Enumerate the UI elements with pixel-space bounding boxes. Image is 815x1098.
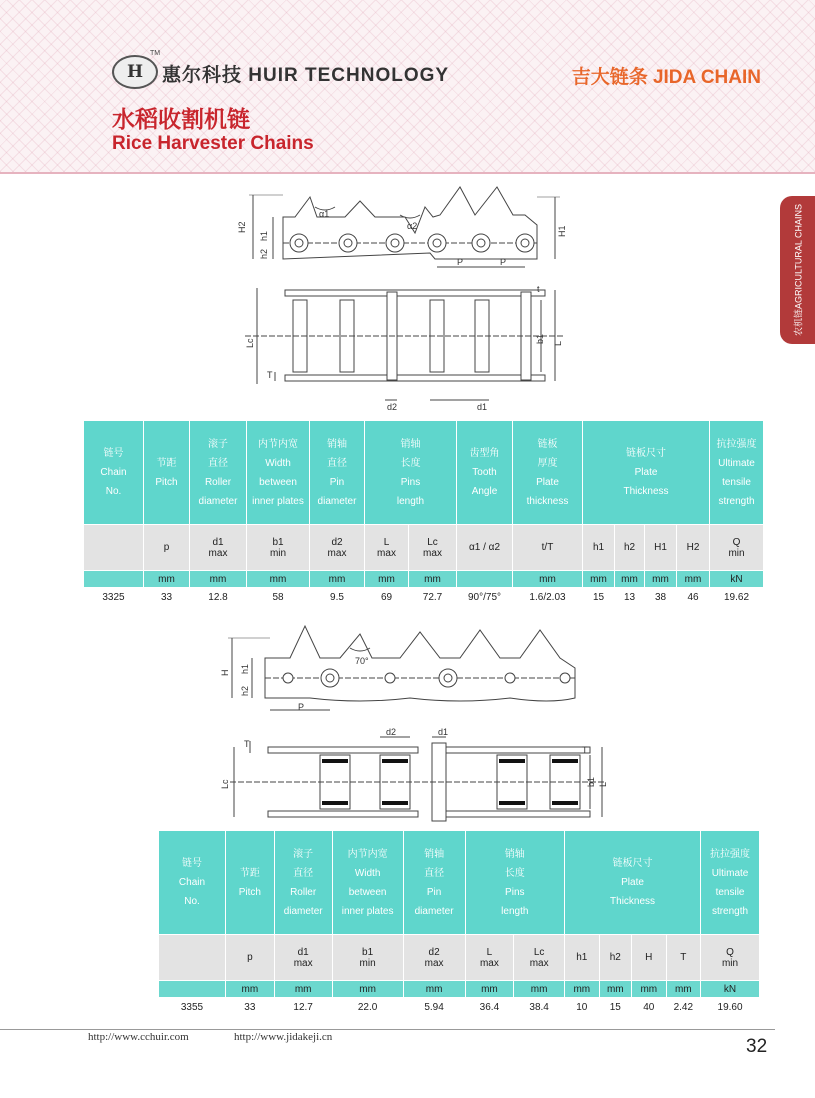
dim-P2: P bbox=[500, 257, 507, 267]
table-cell: h2 bbox=[615, 525, 645, 571]
cell-text: No. bbox=[184, 896, 200, 907]
table-row bbox=[84, 588, 764, 607]
url-jidakeji[interactable]: http://www.jidakeji.cn bbox=[234, 1031, 333, 1043]
cell-text: 销轴 bbox=[327, 438, 347, 450]
cell-text: max bbox=[377, 547, 396, 559]
cell-text: L bbox=[486, 946, 493, 958]
cell-text: L bbox=[383, 536, 390, 548]
cell-text: No. bbox=[105, 486, 122, 497]
col-chain-no bbox=[159, 831, 226, 935]
cell-text: 链号 bbox=[182, 858, 202, 869]
table-cell: mm bbox=[274, 981, 332, 998]
table-cell: mm bbox=[514, 981, 565, 998]
table-cell: mm bbox=[565, 981, 600, 998]
table-cell: 38.4 bbox=[514, 998, 565, 1017]
cell-text: b1 bbox=[272, 536, 284, 548]
cell-text: Tooth bbox=[472, 467, 497, 478]
cell-text: min bbox=[728, 547, 745, 559]
chain-plan-view-1 bbox=[235, 280, 575, 415]
cell-text: d2 bbox=[331, 536, 343, 548]
table-cell bbox=[365, 525, 409, 571]
cell-text: 节距 bbox=[239, 867, 260, 879]
table-cell: 5.94 bbox=[403, 998, 465, 1017]
table-cell: 13 bbox=[615, 588, 645, 607]
table-cell: p bbox=[226, 935, 275, 981]
table-cell bbox=[159, 935, 226, 981]
url-cchuir[interactable]: http://www.cchuir.com bbox=[88, 1031, 189, 1043]
page-title-cn: 水稻收割机链 bbox=[112, 106, 250, 132]
symbol-row bbox=[159, 935, 760, 981]
cell-text: Roller bbox=[204, 476, 232, 488]
dim-Lc: Lc bbox=[245, 338, 255, 348]
dim-h2: h2 bbox=[259, 248, 269, 259]
table-cell bbox=[457, 571, 513, 588]
cell-text: strength bbox=[718, 495, 755, 507]
col-pitch bbox=[144, 421, 190, 525]
cell-text: Thickness bbox=[610, 896, 656, 907]
table-cell: t/T bbox=[513, 525, 583, 571]
cell-text: between bbox=[348, 886, 387, 898]
cell-text: Angle bbox=[471, 486, 498, 497]
table-cell: mm bbox=[465, 981, 514, 998]
dim-P1: P bbox=[457, 257, 464, 267]
cell-text: Pins bbox=[400, 476, 421, 488]
table-cell: h2 bbox=[599, 935, 631, 981]
table-cell: H1 bbox=[645, 525, 677, 571]
cell-text: length bbox=[501, 905, 529, 917]
col-pin-diameter bbox=[310, 421, 365, 525]
cell-text: Pitch bbox=[155, 476, 178, 488]
cell-text: inner plates bbox=[252, 495, 304, 507]
table-cell: mm bbox=[144, 571, 190, 588]
cell-text: max bbox=[208, 547, 228, 559]
table-cell: kN bbox=[701, 981, 760, 998]
table-cell bbox=[247, 525, 310, 571]
table-cell bbox=[190, 525, 247, 571]
cell-text: Pin bbox=[426, 886, 442, 898]
cell-text: Lc bbox=[533, 946, 545, 958]
angle-a2: α2 bbox=[407, 221, 418, 231]
cell-text: 链板尺寸 bbox=[612, 858, 653, 869]
table-cell: 40 bbox=[632, 998, 667, 1017]
table-cell: mm bbox=[247, 571, 310, 588]
brand-name: 惠尔科技 HUIR TECHNOLOGY bbox=[162, 65, 450, 86]
table-cell bbox=[701, 935, 760, 981]
side-tab bbox=[780, 196, 815, 344]
table-cell: 46 bbox=[677, 588, 710, 607]
cell-text: Plate bbox=[634, 467, 658, 478]
cell-text: Roller bbox=[290, 886, 317, 898]
dim-h1-b: h1 bbox=[240, 663, 250, 674]
cell-text: diameter bbox=[198, 495, 238, 507]
angle-70: 70° bbox=[355, 656, 369, 666]
table-cell bbox=[310, 525, 365, 571]
table-cell: 12.7 bbox=[274, 998, 332, 1017]
table-cell: 69 bbox=[365, 588, 409, 607]
table-cell bbox=[274, 935, 332, 981]
dim-d1: d1 bbox=[477, 402, 488, 412]
table-cell: 58 bbox=[247, 588, 310, 607]
table-cell: 33 bbox=[226, 998, 275, 1017]
table-cell bbox=[710, 525, 764, 571]
cell-text: 内节内宽 bbox=[258, 438, 298, 450]
col-roller-diameter bbox=[274, 831, 332, 935]
table-cell bbox=[332, 935, 403, 981]
cell-text: 抗拉强度 bbox=[716, 438, 757, 450]
col-pitch bbox=[226, 831, 275, 935]
dim-h1: h1 bbox=[259, 230, 269, 241]
footer-divider bbox=[0, 1029, 775, 1030]
table-cell: 12.8 bbox=[190, 588, 247, 607]
col-inner-width bbox=[247, 421, 310, 525]
table-cell: 90°/75° bbox=[457, 588, 513, 607]
cell-text: max bbox=[424, 957, 444, 969]
cell-text: max bbox=[423, 547, 442, 559]
table-cell: p bbox=[144, 525, 190, 571]
cell-text: Chain bbox=[100, 467, 127, 478]
dim-H2: H2 bbox=[237, 221, 247, 233]
table-cell: α1 / α2 bbox=[457, 525, 513, 571]
cell-text: max bbox=[293, 957, 313, 969]
col-chain-no bbox=[84, 421, 144, 525]
table-cell bbox=[84, 525, 144, 571]
col-pin-length bbox=[365, 421, 457, 525]
huir-logo bbox=[112, 55, 158, 89]
table-cell: mm bbox=[190, 571, 247, 588]
cell-text: max bbox=[529, 957, 549, 969]
cell-text: Q bbox=[732, 536, 741, 548]
table-cell: 15 bbox=[583, 588, 615, 607]
cell-text: d1 bbox=[297, 946, 309, 958]
table-cell: h1 bbox=[565, 935, 600, 981]
col-tooth-angle bbox=[457, 421, 513, 525]
col-plate-dimensions bbox=[583, 421, 710, 525]
col-pin-length bbox=[465, 831, 564, 935]
dim-d1-b: d1 bbox=[438, 727, 449, 737]
col-tensile-strength bbox=[701, 831, 760, 935]
table-cell: mm bbox=[599, 981, 631, 998]
table-cell: mm bbox=[583, 571, 615, 588]
dim-b1: b1 bbox=[535, 333, 545, 344]
unit-row bbox=[159, 981, 760, 998]
table-cell: H2 bbox=[677, 525, 710, 571]
cell-text: Lc bbox=[427, 536, 438, 548]
cell-text: min bbox=[269, 547, 287, 559]
cell-text: between bbox=[259, 476, 297, 488]
cell-text: 厚度 bbox=[537, 457, 558, 469]
cell-text: 链板尺寸 bbox=[626, 448, 666, 459]
dim-H: H bbox=[220, 669, 230, 676]
cell-text: strength bbox=[711, 905, 749, 917]
cell-text: diameter bbox=[414, 905, 454, 917]
cell-text: Plate bbox=[621, 877, 644, 888]
cell-text: Q bbox=[726, 946, 734, 958]
table-cell bbox=[159, 981, 226, 998]
cell-text: 节距 bbox=[156, 457, 177, 469]
cell-text: Thickness bbox=[623, 486, 669, 497]
table-cell: 3325 bbox=[84, 588, 144, 607]
dim-L: L bbox=[553, 340, 563, 346]
table-cell: 36.4 bbox=[465, 998, 514, 1017]
dim-t: t bbox=[537, 284, 540, 294]
dim-t-b: T bbox=[582, 745, 588, 755]
logo-text: H bbox=[126, 62, 144, 82]
cell-text: thickness bbox=[526, 495, 569, 507]
table-cell: 22.0 bbox=[332, 998, 403, 1017]
table-cell: mm bbox=[226, 981, 275, 998]
col-inner-width bbox=[332, 831, 403, 935]
cell-text: min bbox=[721, 957, 739, 969]
cell-text: 直径 bbox=[208, 457, 228, 469]
cell-text: 销轴 bbox=[424, 848, 445, 860]
table-cell: mm bbox=[666, 981, 701, 998]
table-cell: mm bbox=[409, 571, 457, 588]
page-number: 32 bbox=[746, 1036, 768, 1057]
table-cell bbox=[84, 571, 144, 588]
cell-text: 销轴 bbox=[504, 848, 525, 860]
cell-text: tensile bbox=[722, 476, 751, 488]
table-cell bbox=[465, 935, 514, 981]
table-cell: 19.62 bbox=[710, 588, 764, 607]
table-cell: 2.42 bbox=[666, 998, 701, 1017]
cell-text: diameter bbox=[317, 495, 357, 507]
cell-text: d1 bbox=[212, 536, 224, 548]
table-cell: mm bbox=[632, 981, 667, 998]
header-divider bbox=[0, 172, 815, 174]
chain-plan-view-2 bbox=[210, 725, 610, 830]
dim-b1-b: b1 bbox=[586, 776, 596, 787]
col-plate-dimensions bbox=[565, 831, 701, 935]
symbol-row bbox=[84, 525, 764, 571]
table-cell: T bbox=[666, 935, 701, 981]
cell-text: max bbox=[479, 957, 499, 969]
col-tensile-strength bbox=[710, 421, 764, 525]
table-cell: 1.6/2.03 bbox=[513, 588, 583, 607]
cell-text: d2 bbox=[428, 946, 440, 958]
cell-text: 滚子 bbox=[293, 848, 314, 860]
chain-side-view-2 bbox=[210, 618, 590, 718]
cell-text: 直径 bbox=[424, 867, 445, 879]
dim-H1: H1 bbox=[557, 225, 567, 237]
angle-a1: α1 bbox=[319, 209, 330, 219]
table-cell: 33 bbox=[144, 588, 190, 607]
table-cell: kN bbox=[710, 571, 764, 588]
table-cell: mm bbox=[403, 981, 465, 998]
table-cell: h1 bbox=[583, 525, 615, 571]
dim-h2-b: h2 bbox=[240, 685, 250, 696]
cell-text: Ultimate bbox=[711, 867, 749, 879]
cell-text: tensile bbox=[715, 886, 745, 898]
cell-text: 直径 bbox=[293, 867, 314, 879]
spec-table-3355 bbox=[158, 830, 760, 1017]
cell-text: 齿型角 bbox=[469, 448, 500, 459]
page-title-en: Rice Harvester Chains bbox=[112, 133, 314, 154]
dim-d2: d2 bbox=[387, 402, 398, 412]
cell-text: 销轴 bbox=[400, 438, 421, 450]
cell-text: Pin bbox=[329, 476, 345, 488]
cell-text: 链板 bbox=[537, 438, 558, 450]
unit-row bbox=[84, 571, 764, 588]
cell-text: Ultimate bbox=[718, 457, 755, 469]
dim-L-b: L bbox=[598, 781, 608, 787]
cell-text: 链号 bbox=[103, 448, 124, 459]
side-tab-label: 农机链AGRICULTURAL CHAINS bbox=[793, 203, 803, 337]
cell-text: Width bbox=[265, 457, 291, 469]
cell-text: diameter bbox=[283, 905, 323, 917]
dim-T-b: T bbox=[244, 739, 250, 749]
cell-text: 抗拉强度 bbox=[710, 848, 751, 860]
cell-text: 长度 bbox=[400, 457, 421, 469]
brand-jida: 吉大链条 JIDA CHAIN bbox=[571, 67, 761, 88]
dim-d2-b: d2 bbox=[386, 727, 397, 737]
table-cell: 38 bbox=[645, 588, 677, 607]
dim-P-b: P bbox=[298, 702, 305, 712]
col-pin-diameter bbox=[403, 831, 465, 935]
cell-text: Pitch bbox=[238, 886, 261, 898]
cell-text: Plate bbox=[536, 476, 559, 488]
table-cell: mm bbox=[332, 981, 403, 998]
table-cell: H bbox=[632, 935, 667, 981]
cell-text: length bbox=[396, 495, 425, 507]
dim-T: T bbox=[267, 370, 273, 380]
col-roller-diameter bbox=[190, 421, 247, 525]
chain-side-view-1 bbox=[235, 185, 575, 275]
cell-text: Width bbox=[354, 867, 381, 879]
cell-text: inner plates bbox=[341, 905, 394, 917]
table-row bbox=[159, 998, 760, 1017]
table-cell: 15 bbox=[599, 998, 631, 1017]
cell-text: Chain bbox=[178, 877, 206, 888]
cell-text: max bbox=[327, 547, 347, 559]
cell-text: 滚子 bbox=[208, 438, 228, 450]
table-cell: 10 bbox=[565, 998, 600, 1017]
dim-Lc-b: Lc bbox=[220, 779, 230, 789]
table-cell: mm bbox=[513, 571, 583, 588]
table-cell: 3355 bbox=[159, 998, 226, 1017]
cell-text: 长度 bbox=[504, 867, 525, 879]
table-cell bbox=[514, 935, 565, 981]
cell-text: min bbox=[359, 957, 376, 969]
spec-table-3325 bbox=[83, 420, 764, 607]
table-cell: mm bbox=[677, 571, 710, 588]
table-cell bbox=[409, 525, 457, 571]
col-plate-thickness bbox=[513, 421, 583, 525]
table-cell: 9.5 bbox=[310, 588, 365, 607]
cell-text: Pins bbox=[505, 886, 525, 898]
table-cell bbox=[403, 935, 465, 981]
table-cell: mm bbox=[615, 571, 645, 588]
table-cell: 19.60 bbox=[701, 998, 760, 1017]
table-cell: mm bbox=[645, 571, 677, 588]
table-cell: 72.7 bbox=[409, 588, 457, 607]
cell-text: b1 bbox=[362, 946, 374, 958]
trademark-mark: TM bbox=[150, 50, 161, 57]
table-cell: mm bbox=[310, 571, 365, 588]
cell-text: 内节内宽 bbox=[347, 848, 388, 860]
table-cell: mm bbox=[365, 571, 409, 588]
cell-text: 直径 bbox=[327, 457, 347, 469]
